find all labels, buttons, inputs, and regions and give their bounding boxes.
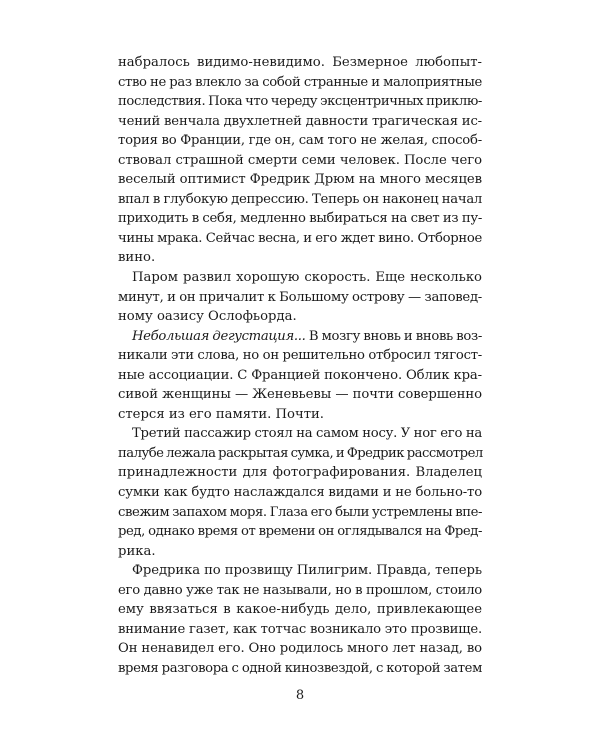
text-line: впал в глубокую депрессию. Теперь он наконец начал [118,191,482,207]
text-line: стерся из его памяти. Почти. [118,406,324,422]
text-line: ные ассоциации. С Францией покончено. Облик кра- [118,367,482,383]
text-line: тория во Франции, где он, сам того не желая, способ- [118,133,482,149]
text-line: приходить в себя, медленно выбираться на свет из пу- [118,211,482,227]
text-line: ред, однако время от времени он оглядывался на Фред- [118,524,482,540]
text-line: рика. [118,543,156,559]
text-line: минут, и он причалит к Большому острову — заповед- [118,289,482,305]
text-line: последствия. Пока что череду эксцентричных приклю- [118,94,482,110]
text-line: Он ненавидел его. Оно родилось много лет назад, во [118,641,482,657]
text-line: ному оазису Ослофьорда. [118,309,297,325]
text-line: набралось видимо-невидимо. Безмерное любопыт- [118,55,482,70]
text-line: время разговора с одной кинозвездой, с которой затем [118,660,482,676]
text-line: ствовал страшной смерти семи человек. После чего [118,152,482,168]
text-line: палубе лежала раскрытая сумка, и Фредрик рассмотрел [118,445,483,461]
text-line: внимание газет, как тотчас возникало это прозвище. [118,621,482,637]
paragraph-2 [118,268,482,327]
text-line: чений венчала двухлетней давности трагическая ис- [118,113,482,129]
text-line: Паром развил хорошую скорость. Еще несколько [132,270,482,286]
text-line: ство не раз влекло за собой странные и малоприятные [118,74,482,90]
text-line: ему ввязаться в какое-нибудь дело, привлекающее [118,602,482,618]
text-line [118,327,482,347]
paragraph-1 [118,53,482,268]
text-line: принадлежности для фотографирования. Владелец [118,465,482,481]
text-line: никали эти слова, но он решительно отбросил тягост- [118,348,482,364]
text-run: В мозгу вновь и вновь воз- [305,328,482,344]
paragraph-4 [118,424,482,561]
text-line: чины мрака. Сейчас весна, и его ждет вино. Отборное [118,230,482,246]
paragraph-3 [118,327,482,425]
text-line: Третий пассажир стоял на самом носу. У ног его на [132,426,482,442]
text-line: веселый оптимист Фредрик Дрюм на много месяцев [118,172,482,188]
text-line: его давно уже так не называли, но в прошлом, стоило [118,582,482,598]
body-text [118,53,482,679]
page-number: 8 [295,688,305,703]
text-line: сивой женщины — Женевьевы — почти совершенно [118,387,482,403]
italic-phrase: Небольшая дегустация... [132,328,306,344]
text-line: Фредрика по прозвищу Пилигрим. Правда, теперь [132,563,482,579]
text-line: свежим запахом моря. Глаза его были устремлены впе- [118,504,482,520]
text-line: вино. [118,250,156,266]
paragraph-5 [118,561,482,678]
text-line: сумки как будто наслаждался видами и не больно-то [118,485,482,501]
